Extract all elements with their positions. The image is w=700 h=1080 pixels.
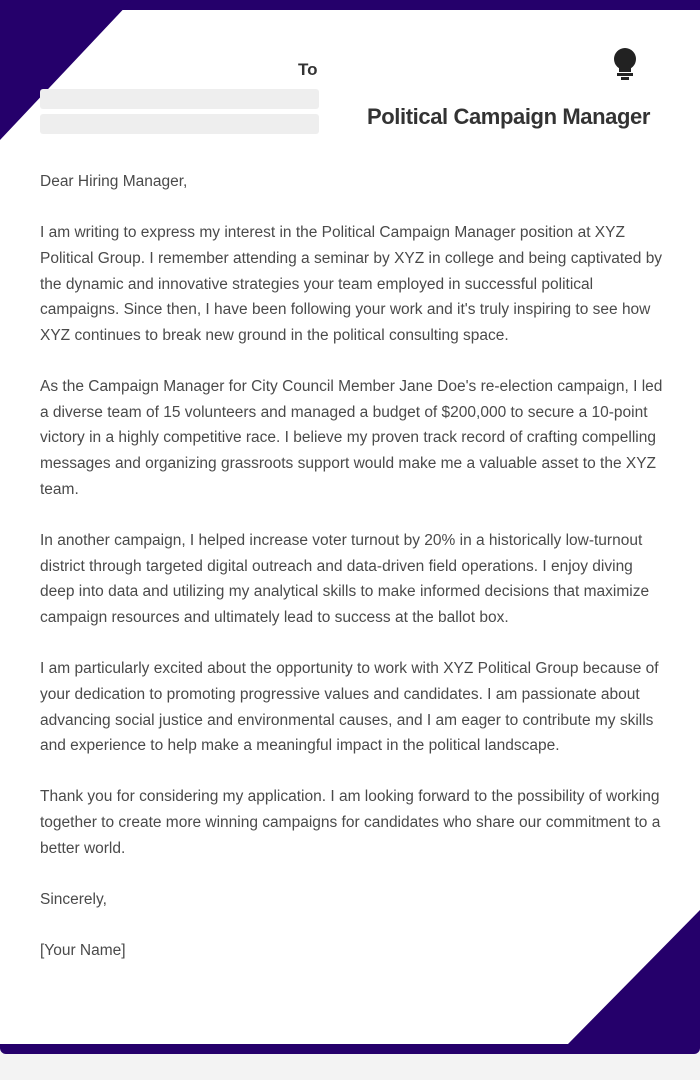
job-title-heading: Political Campaign Manager <box>366 104 650 129</box>
letter-paragraph: As the Campaign Manager for City Council Member Jane Doe's re-election campaign, I led a diverse team of 15 volunteers and managed a budget of $200,000 to secure a 10-point victory in a highly competitive race. I believe my proven track record of crafting compelling messages and organizing grassroots support would make me a valuable asset to the XYZ team. <box>40 378 663 498</box>
recipient-label: To <box>298 60 318 79</box>
person-icon <box>612 48 638 82</box>
letter-paragraph: In another campaign, I helped increase voter turnout by 20% in a historically low-turnout district through targeted digital outreach and data-driven field operations. I enjoy diving deep into data and utilizing my analytical skills to make informed decisions that maximize campaign resources and ultimately lead to success at the ballot box. <box>40 531 650 627</box>
letter-paragraph: I am particularly excited about the opportunity to work with XYZ Political Group because of your dedication to promoting progressive values and candidates. I am passionate about advancing social justice and environmental causes, and I am eager to contribute my skills and experience to help make a meaningful impact in the political landscape. <box>40 660 659 755</box>
closing: Sincerely, <box>40 890 107 908</box>
letter-body <box>40 169 665 989</box>
signature: [Your Name] <box>40 941 126 959</box>
letter-paragraph: Thank you for considering my application. I am looking forward to the possibility of working together to create more winning campaigns for candidates who share our commitment to a better world. <box>40 788 661 857</box>
recipient-address-line-1 <box>40 89 319 109</box>
letter-paragraph: I am writing to express my interest in the Political Campaign Manager position at XYZ Political Group. I remember attending a seminar by XYZ in college and being captivated by the dynamic and innovative strategies your team employed in successful political campaigns. Since then, I have been following your work and it's truly inspiring to see how XYZ continues to break new ground in the political consulting space. <box>40 224 663 344</box>
recipient-address-line-2 <box>40 114 319 134</box>
greeting: Dear Hiring Manager, <box>40 173 188 190</box>
